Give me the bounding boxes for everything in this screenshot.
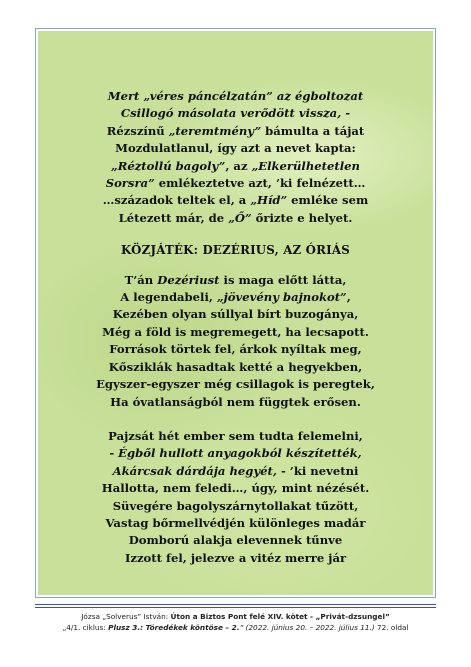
- stanza3-line5: Süvegére bagolyszárnytollakat tűzött,: [112, 498, 359, 513]
- poem-body: [38, 88, 433, 567]
- stanza2-line4: Még a föld is megremegett, ha lecsapott.: [102, 324, 369, 339]
- stanza1-line7: …századok teltek el, a „Híd” emléke sem: [102, 193, 369, 208]
- stanza2-line8: Ha óvatlanságból nem függtek erősen.: [110, 394, 361, 409]
- stanza-2: [38, 272, 433, 411]
- section-title: KÖZJÁTÉK: DEZÉRIUS, AZ ÓRIÁS: [121, 243, 350, 258]
- stanza3-line8: Izzott fel, jelezve a vitéz merre jár: [124, 550, 347, 565]
- stanza3-line4: Hallotta, nem feledi…, úgy, mint nézését.: [101, 481, 370, 496]
- footer-line-2: „4/1. ciklus: Plusz 3.: Töredékek köntöse – 2.” (2022. június 20. – 2022. július 11.) 72. oldal: [62, 623, 409, 632]
- stanza2-line3: Kezében olyan súllyal bírt buzogánya,: [112, 307, 359, 322]
- stanza2-line7: Egyszer-egyszer még csillagok is peregtek,: [96, 377, 375, 392]
- stanza1-line3: Rézszínű „teremtmény” bámulta a tájat: [106, 123, 365, 138]
- stanza3-line2: - Égből hullott anyagokból készítették,: [109, 446, 362, 461]
- footer-line-1: Józsa „Solverus” István: Úton a Biztos Pont felé XIV. kötet - „Privát-dzsungel”: [81, 612, 390, 621]
- stanza1-line1: Mert „véres páncélzatán” az égboltozat: [107, 89, 364, 103]
- stanza-1: [38, 88, 433, 227]
- page-footer: [35, 611, 436, 633]
- stanza2-line2: A legendabeli, „jövevény bajnokot”,: [120, 290, 351, 305]
- stanza1-line8: Létezett már, de „Ő” őrizte e helyet.: [118, 210, 353, 225]
- stanza1-line5: „Réztollú bagoly”, az „Elkerülhetetlen: [111, 158, 360, 173]
- footer-divider: [35, 604, 436, 605]
- stanza2-line5: Források törtek fel, árkok nyíltak meg,: [109, 342, 362, 357]
- footer-divider-second: [35, 607, 436, 608]
- stanza3-line1: Pajzsát hét ember sem tudta felemelni,: [108, 428, 363, 443]
- stanza1-line2: Csillogó másolata verődött vissza, -: [120, 106, 351, 121]
- stanza1-line6: Sorsra” emlékeztetve azt, ’ki felnézett…: [105, 176, 366, 191]
- stanza-3: [38, 428, 433, 567]
- stanza2-line1: T’án Dezériust is maga előtt látta,: [124, 272, 347, 287]
- stanza3-line6: Vastag bőrmellvédjén különleges madár: [105, 515, 366, 530]
- stanza3-line7: Domború alakja elevennek tűnve: [128, 533, 343, 548]
- page-number: 72. oldal: [377, 623, 409, 632]
- stanza3-line3: Akárcsak dárdája hegyét, - ’ki nevetni: [112, 463, 359, 478]
- stanza-gap: [38, 411, 433, 428]
- stanza1-line4: Mozdulatlanul, így azt a nevet kapta:: [115, 141, 356, 156]
- stanza2-line6: Kősziklák hasadtak ketté a hegyekben,: [108, 359, 363, 374]
